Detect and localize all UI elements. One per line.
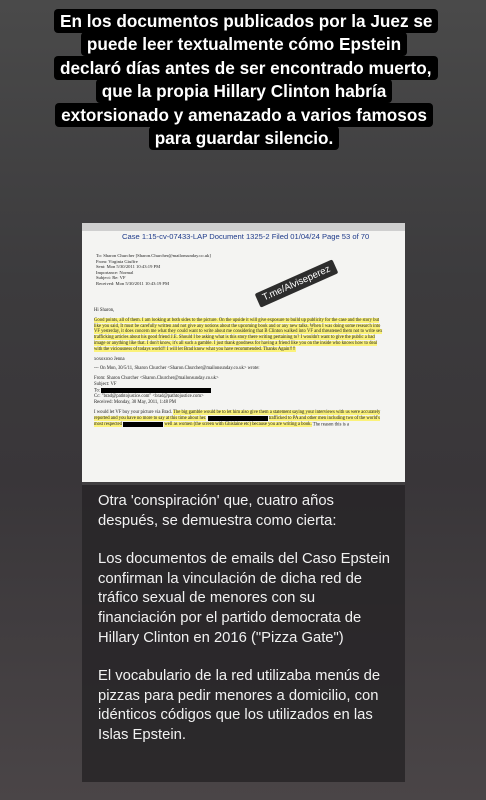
case-header: Case 1:15-cv-07433-LAP Document 1325-2 Filed 01/04/24 Page 53 of 70 <box>122 232 370 241</box>
highlighted-text: Good points, all of them. I am looking at both sides to the picture. On the upside it will give exposure to build up publicity for the case and the story but like you said, It must be carefully written and not give any notions about the upcoming book and or any new talks. When I was doing some research into VF yesterday, it does concern me what they could want to write about me considering that B Clinton walked into VF and threatened them not to write sex trafficking articles about his good friend J.E. Should I be asking what is this story there writing pertaining to? I wouldn't want to give the public a bad image or anything like that. I don't know, it's all such a gamble. I just thank goodness for having a friend like you on the inside who knows how to deal with the viciousness of todays world!! I will let Brad know what you have recommended. Thanks Again!!!! <box>94 317 383 352</box>
highlighted-text-4: well as women (the screen with Ghislaine etc) because you are writing a book. <box>164 422 312 428</box>
redaction-bar <box>123 422 163 427</box>
redaction-bar <box>101 388 211 393</box>
quoted-cc: Cc: "brad@pathtojustice.com" <brad@pathtojustice.com> <box>94 394 204 400</box>
caption-paragraph-3: El vocabulario de la red utilizaba menús de pizzas para pedir menores a domicilio, con idénticos códigos que los utilizados en las Islas Epstein. <box>98 668 381 743</box>
email-field-from: From: Virginia Giuffre <box>96 258 138 264</box>
quoted-header: --- On Mon, 30/5/11, Sharon Churcher <Sharon.Churcher@mailonsunday.co.uk> wrote: <box>94 366 260 372</box>
telegram-watermark: T.me/Alviseperez <box>255 259 339 307</box>
highlighted-text-2: The big gamble would be to let him also give them a statement saying your interviews with us were accurately reported and you have no more to say at this time about her. <box>94 409 381 422</box>
caption-paragraph-2: Los documentos de emails del Caso Epstein confirman la vinculación de dicha red de tráfico sexual de menores con su financiación por el partido democrata de Hillary Clinton en 2016 ("Pizza Gate") <box>98 551 390 646</box>
email-field-importance: Importance: Normal <box>96 269 134 275</box>
quoted-received: Received: Monday, 30 May, 2011, 1:48 PM <box>94 399 176 405</box>
redaction-bar <box>208 416 268 421</box>
email-signoff: xoxoxoxo Jenna <box>94 356 125 362</box>
caption-box <box>82 482 405 782</box>
headline-text: En los documentos publicados por la Juez se puede leer textualmente cómo Epstein declaró días antes de ser encontrado muerto, que la propia Hillary Clinton habría extorsionado y amenazado a varios famosos para guardar silencio. <box>54 9 438 150</box>
email-paragraph-2 <box>94 410 384 429</box>
phone-status-bar <box>82 223 405 231</box>
email-header-fields <box>96 253 211 287</box>
email-body <box>94 308 384 432</box>
email-field-sent: Sent: Mon 5/30/2011 10:43:19 PM <box>96 264 161 270</box>
quoted-subject: Subject: VF <box>94 381 117 387</box>
para2-end: The reason this is a <box>312 422 349 428</box>
email-greeting: Hi Sharon, <box>94 308 115 313</box>
para2-start: I would let VF buy your picture via Brad. <box>94 409 172 415</box>
quoted-fields <box>94 376 384 406</box>
quoted-from: From: Sharon Churcher <Sharon.Churcher@mailonsunday.co.uk> <box>94 376 219 382</box>
email-paragraph-1 <box>94 318 384 353</box>
email-field-received: Received: Mon 5/30/2011 10:43:19 PM <box>96 280 170 286</box>
quoted-to: To: <box>94 388 101 394</box>
court-document-image <box>82 223 405 485</box>
highlighted-text-3: trafficked to PA and other men including two of the world's most respected <box>94 416 380 428</box>
email-field-to: To: Sharon Churcher [Sharon.Churcher@mailonsunday.co.uk] <box>96 253 211 258</box>
headline-caption <box>54 10 434 150</box>
email-field-subject: Subject: Re: VF <box>96 275 126 281</box>
caption-paragraph-1: Otra 'conspiración' que, cuatro años después, se demuestra como cierta: <box>98 493 337 529</box>
